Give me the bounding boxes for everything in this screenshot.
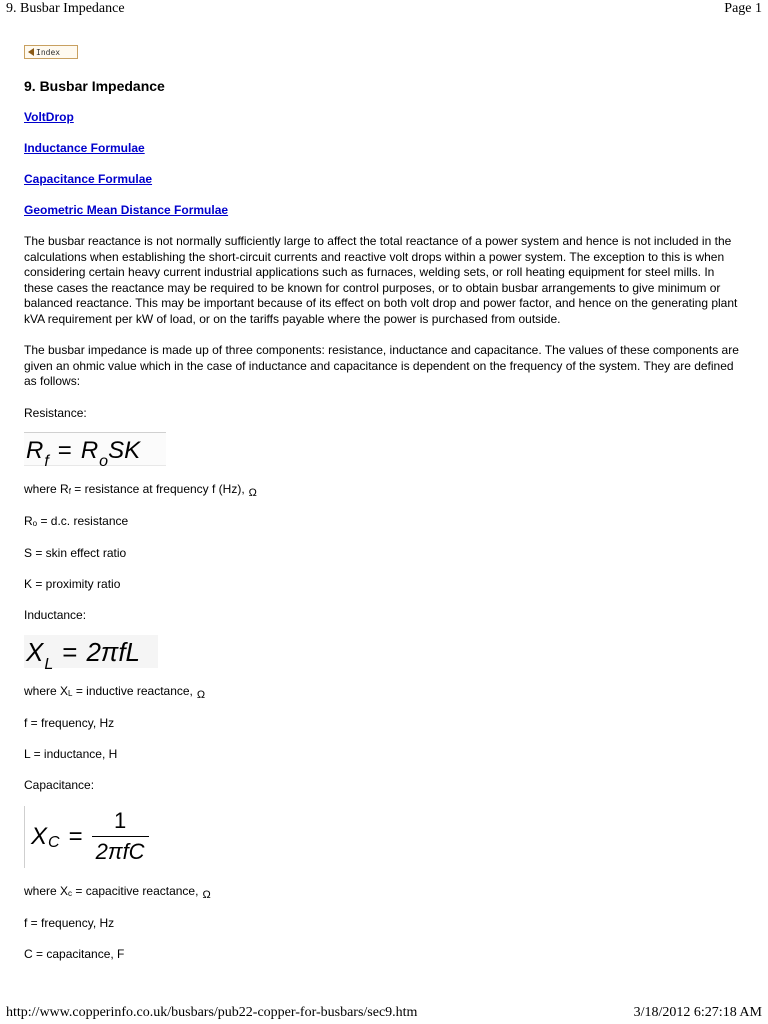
intro-paragraph: The busbar reactance is not normally sufficiently large to affect the total reactance of a power system and hence is not included in the calculations when establishing the short-circuit currents and reactive volt drops within a power system. The exception to this is when considering certain heavy current industrial applications such as furnaces, welding sets, or roll heating equipment for steel mills. In these cases the reactance may be required to be known for control purposes, or to obtain busbar arrangements to give minimum or balanced reactance. This may be important because of its effect on both volt drop and power factor, and hence on the generating plant kVA requirement per kW of load, or on the tariffs payable where the power is purchased from outside. bbox=[24, 234, 738, 326]
definition-text: R bbox=[24, 513, 33, 528]
formula-subscript: f bbox=[44, 452, 49, 470]
formula-symbol: X bbox=[31, 822, 48, 850]
formula-symbol: X bbox=[26, 636, 44, 667]
formula-equals: = bbox=[57, 436, 72, 464]
inductance-formula bbox=[24, 635, 158, 673]
resistance-heading: Resistance: bbox=[24, 405, 87, 420]
components-paragraph: The busbar impedance is made up of three components: resistance, inductance and capacitance. The values of these components are given an ohmic value which in the case of inductance and capacitance is dependent on the frequency of the system. They are defined as follows: bbox=[24, 343, 739, 388]
section-links bbox=[24, 110, 744, 218]
ro-definition bbox=[24, 514, 744, 530]
link-capacitance-formulae[interactable]: Capacitance Formulae bbox=[24, 172, 153, 186]
definition-text: = resistance at frequency f (Hz), bbox=[70, 481, 245, 496]
definition-text: = d.c. resistance bbox=[37, 513, 129, 528]
capacitance-formula bbox=[24, 806, 163, 868]
definition-subscript: c bbox=[68, 888, 73, 898]
definition-text: = capacitive reactance, bbox=[72, 883, 199, 898]
page-title: 9. Busbar Impedance bbox=[24, 78, 165, 94]
ohm-symbol: Ω bbox=[196, 688, 206, 701]
fraction-numerator: 1 bbox=[113, 808, 127, 833]
formula-symbol: R bbox=[26, 436, 44, 464]
formula-subscript: o bbox=[99, 452, 109, 470]
resistance-formula bbox=[24, 432, 166, 470]
page-content bbox=[24, 43, 744, 962]
link-inductance-formulae[interactable]: Inductance Formulae bbox=[24, 141, 145, 155]
index-button[interactable] bbox=[24, 45, 78, 59]
inductance-heading: Inductance: bbox=[24, 607, 87, 622]
footer-url: http://www.copperinfo.co.uk/busbars/pub22-copper-for-busbars/sec9.htm bbox=[6, 1005, 418, 1020]
formula-subscript: C bbox=[48, 833, 60, 851]
formula-symbol: SK bbox=[108, 436, 141, 464]
formula-symbol: R bbox=[80, 436, 99, 464]
k-definition: K = proximity ratio bbox=[24, 576, 121, 591]
formula-subscript: L bbox=[44, 655, 54, 673]
c-definition: C = capacitance, F bbox=[24, 946, 125, 961]
print-header-page: Page 1 bbox=[724, 1, 762, 16]
print-header-title: 9. Busbar Impedance bbox=[6, 1, 125, 16]
ohm-symbol: Ω bbox=[248, 486, 257, 499]
xl-definition bbox=[24, 684, 744, 700]
footer-datetime: 3/18/2012 6:27:18 AM bbox=[633, 1005, 762, 1020]
arrow-left-icon bbox=[28, 48, 34, 56]
formula-equals: = bbox=[68, 822, 83, 850]
rf-definition bbox=[24, 482, 744, 498]
link-voltdrop[interactable]: VoltDrop bbox=[24, 110, 74, 124]
ohm-symbol: Ω bbox=[202, 888, 211, 901]
print-header bbox=[6, 1, 762, 17]
definition-text: where R bbox=[24, 481, 69, 496]
formula-symbol: 2πfL bbox=[86, 636, 140, 667]
xc-definition bbox=[24, 884, 744, 900]
index-button-label: Index bbox=[36, 47, 61, 57]
definition-subscript: o bbox=[32, 518, 38, 528]
definition-subscript: L bbox=[68, 688, 73, 698]
formula-equals: = bbox=[62, 636, 78, 667]
print-footer bbox=[6, 1005, 762, 1021]
frequency-definition: f = frequency, Hz bbox=[24, 715, 115, 730]
definition-text: = inductive reactance, bbox=[72, 683, 193, 698]
s-definition: S = skin effect ratio bbox=[24, 545, 127, 560]
definition-subscript: f bbox=[68, 486, 71, 496]
link-gmd-formulae[interactable]: Geometric Mean Distance Formulae bbox=[24, 203, 229, 217]
capacitance-heading: Capacitance: bbox=[24, 777, 95, 792]
l-definition: L = inductance, H bbox=[24, 746, 118, 761]
formula-fraction bbox=[92, 808, 149, 865]
definition-text: where X bbox=[24, 883, 69, 898]
fraction-denominator: 2πfC bbox=[92, 836, 149, 865]
definition-text: where X bbox=[24, 683, 69, 698]
frequency-definition: f = frequency, Hz bbox=[24, 915, 115, 930]
